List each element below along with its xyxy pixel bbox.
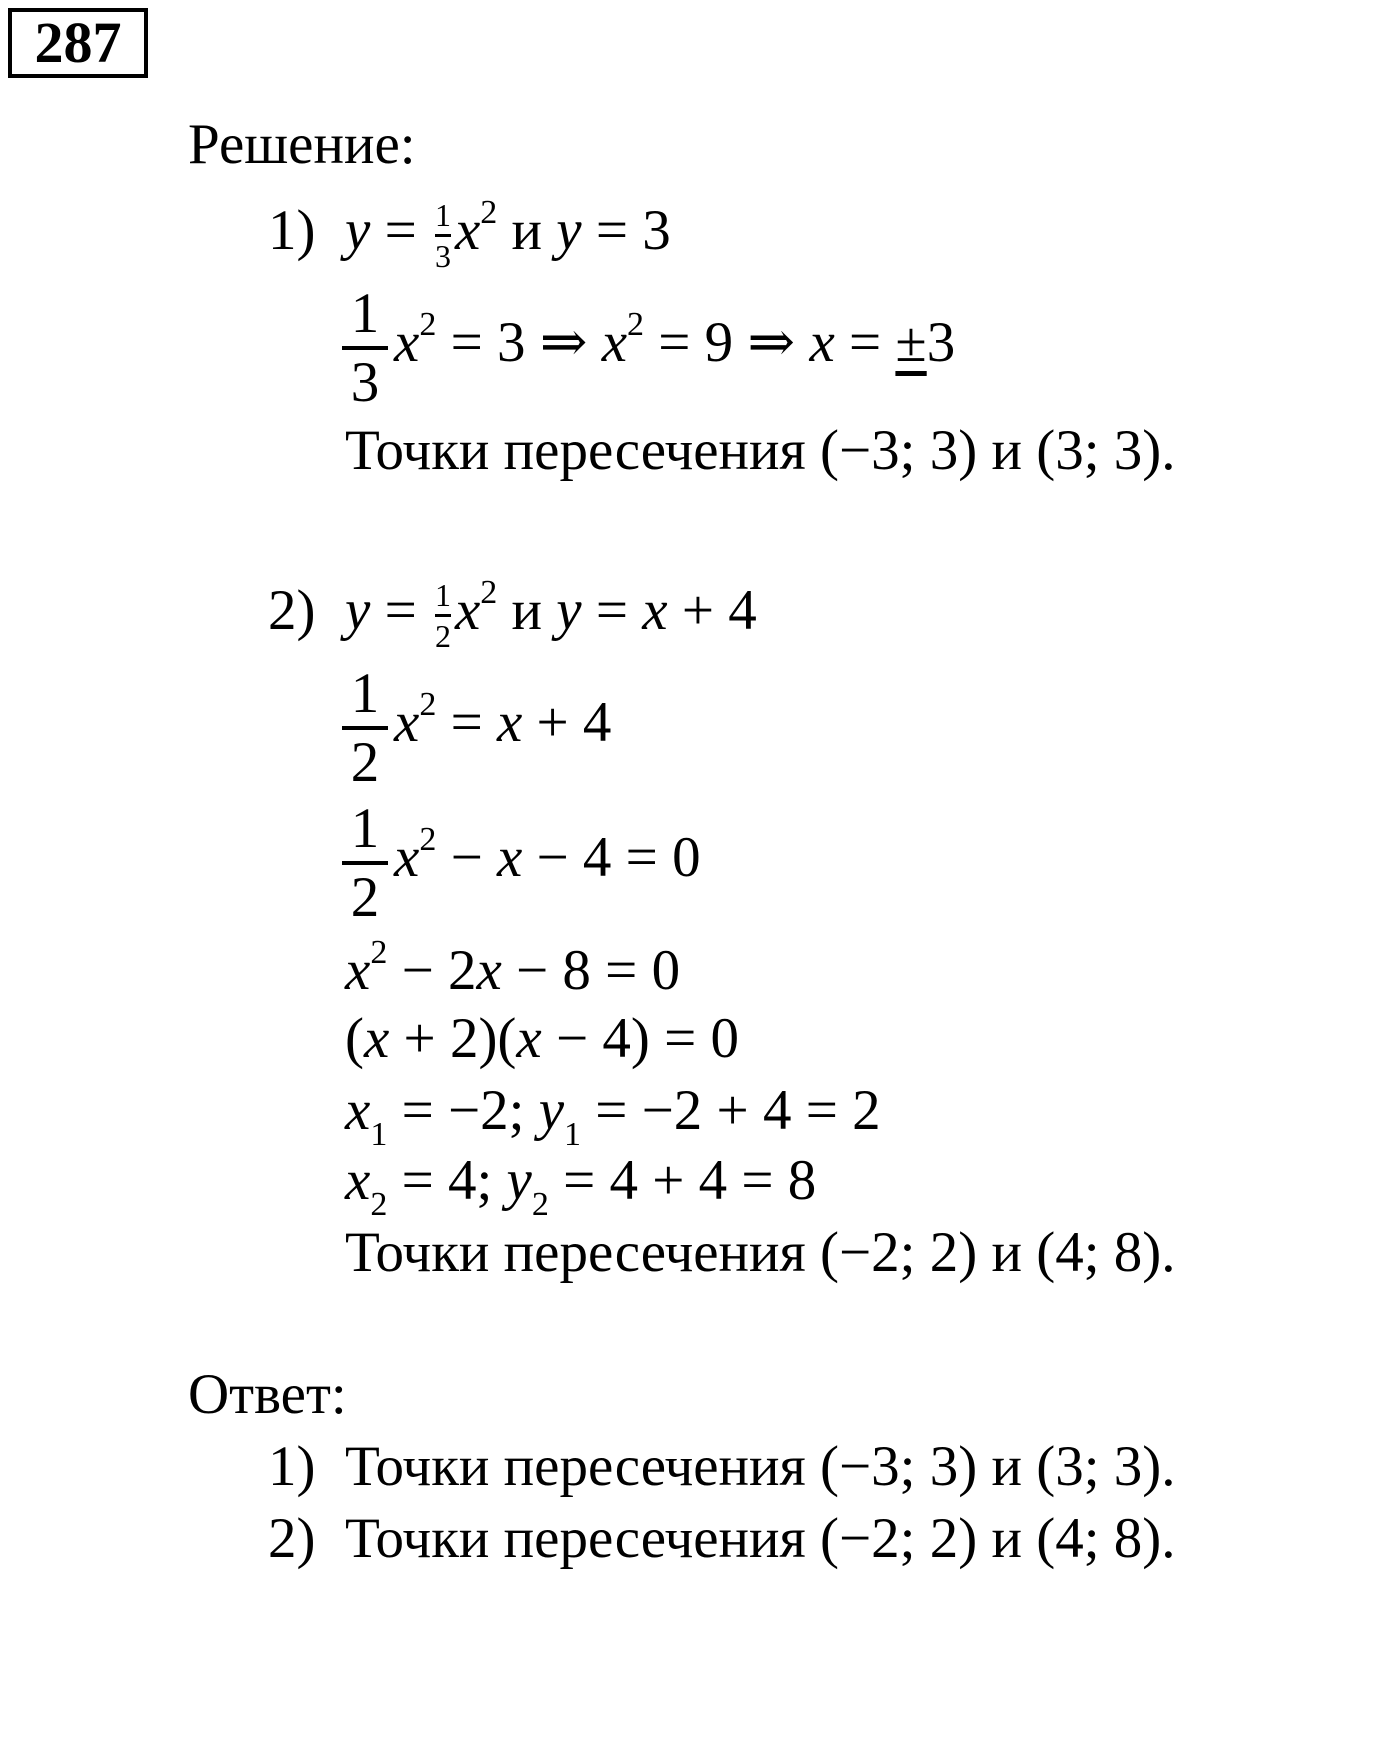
problem-number: 287 bbox=[34, 10, 122, 75]
part2-equation: y = $\frac{1}{2}$ $x^2$ и y = x + 4 bbox=[345, 574, 757, 655]
answer-2: Точки пересечения (−2; 2) и (4; 8). bbox=[345, 1507, 1176, 1570]
solution-label: Решение: bbox=[188, 113, 416, 176]
answer-number-2: 2) bbox=[268, 1507, 316, 1570]
item-number-1: 1) bbox=[268, 199, 316, 262]
fraction-one-third: $\frac{1}{3}$ bbox=[434, 197, 451, 275]
part1-step-solve: $\frac{1}{3}$ $x^2 = 3$ ⇒ $x^2 = 9$ ⇒ x = ±3 bbox=[342, 285, 955, 411]
part2-step-3: $x^2 - 2x - 8 = 0$ bbox=[345, 934, 681, 1002]
fraction-one-half: $\frac{1}{2}$ bbox=[434, 577, 451, 655]
part2-step-6: $x_2 = 4$; $y_2 = 4 + 4 = 8$ bbox=[345, 1149, 817, 1223]
part2-step-1: $\frac{1}{2}$ $x^2 = x + 4$ bbox=[342, 665, 611, 791]
fraction-one-third-big: $\frac{1}{3}$ bbox=[342, 285, 388, 411]
problem-number-box bbox=[8, 8, 148, 78]
item-number-2: 2) bbox=[268, 579, 316, 642]
part2-step-5: $x_1 = -2$; $y_1 = -2 + 4 = 2$ bbox=[345, 1079, 881, 1153]
answer-number-1: 1) bbox=[268, 1435, 316, 1498]
part1-conclusion: Точки пересечения (−3; 3) и (3; 3). bbox=[345, 419, 1176, 482]
answer-1: Точки пересечения (−3; 3) и (3; 3). bbox=[345, 1435, 1176, 1498]
answer-label: Ответ: bbox=[188, 1363, 347, 1426]
part1-equation: y = $\frac{1}{3}$ $x^2$ и y = 3 bbox=[345, 194, 671, 275]
part2-step-2: $\frac{1}{2}$ $x^2 - x - 4 = 0$ bbox=[342, 800, 701, 926]
part2-step-4: (x + 2)(x − 4) = 0 bbox=[345, 1007, 739, 1070]
part2-conclusion: Точки пересечения (−2; 2) и (4; 8). bbox=[345, 1221, 1176, 1284]
